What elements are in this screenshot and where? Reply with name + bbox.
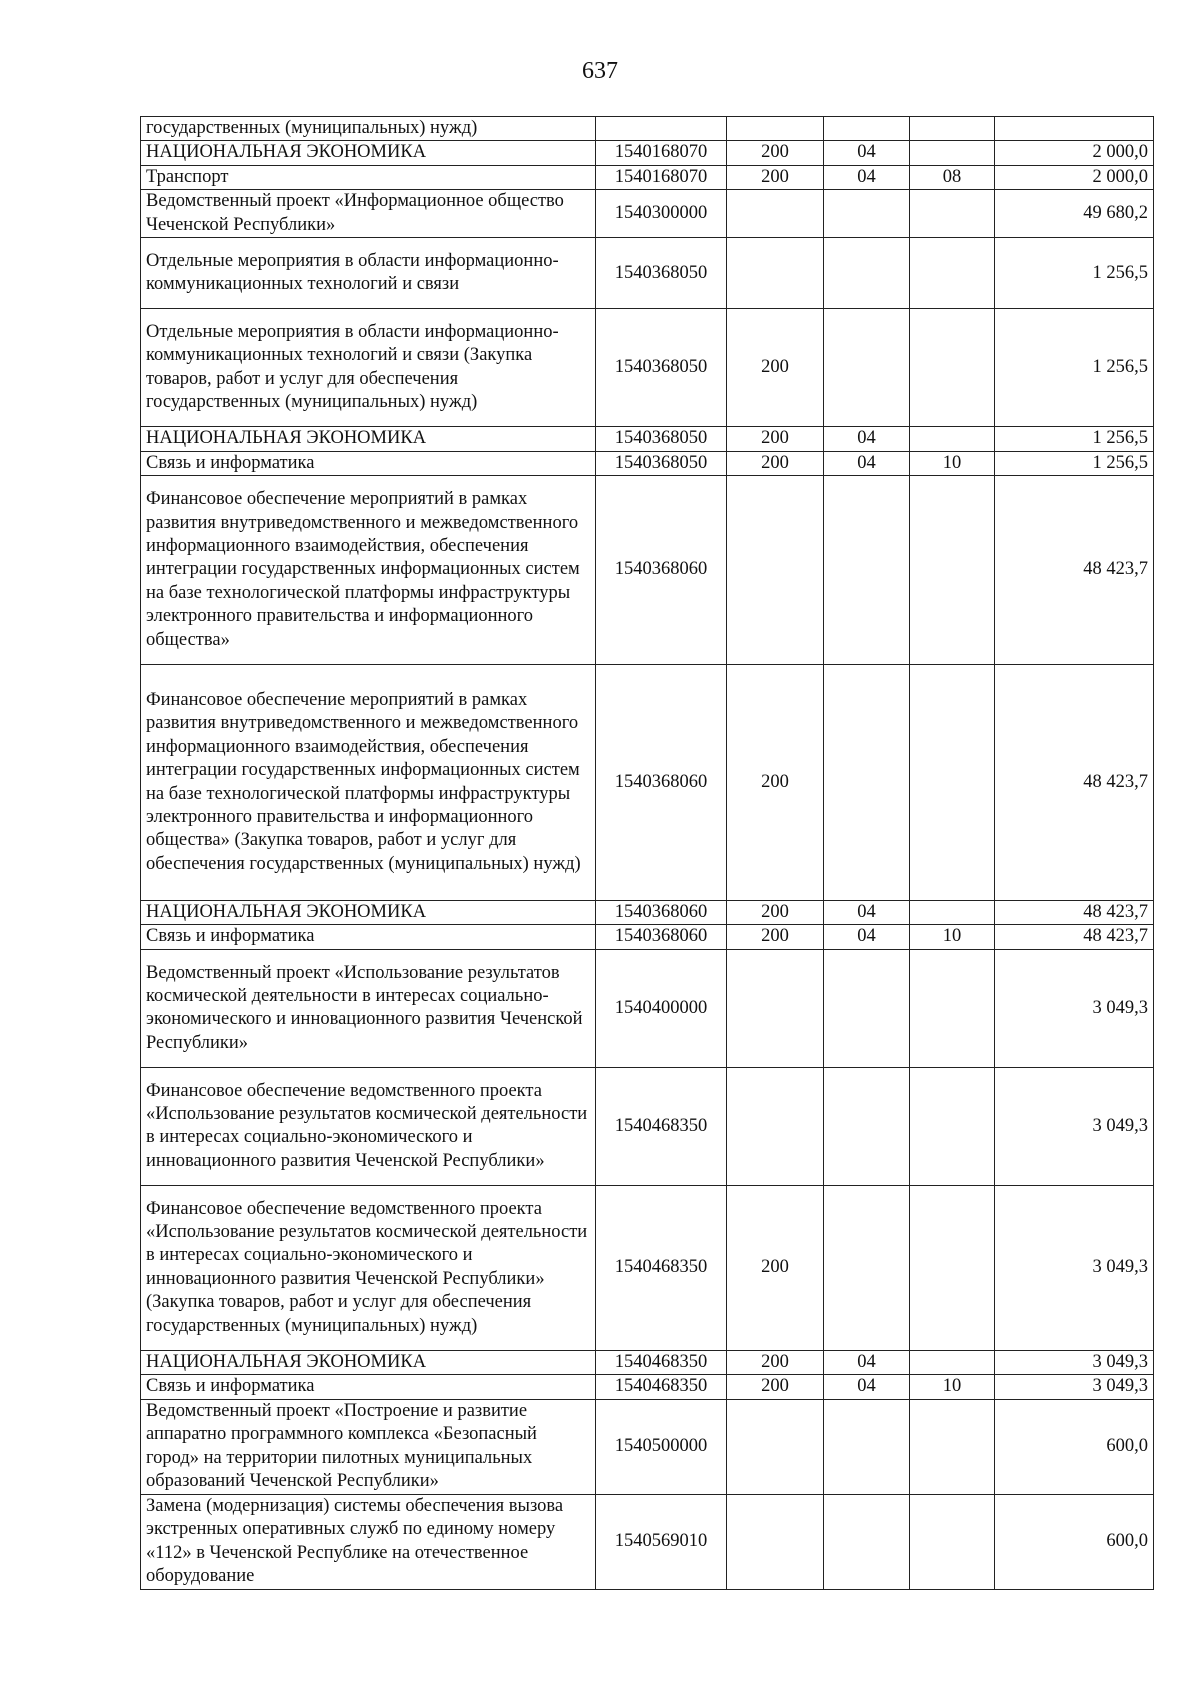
cell-name: НАЦИОНАЛЬНАЯ ЭКОНОМИКА — [141, 141, 596, 165]
cell-subsection — [910, 665, 995, 901]
cell-section — [824, 476, 910, 665]
cell-sum: 1 256,5 — [995, 238, 1154, 309]
cell-subsection: 10 — [910, 451, 995, 475]
cell-expense-type — [727, 1399, 824, 1494]
cell-section: 04 — [824, 1375, 910, 1399]
cell-section — [824, 309, 910, 427]
cell-section — [824, 1067, 910, 1185]
cell-target-article: 1540468350 — [596, 1350, 727, 1374]
cell-target-article: 1540168070 — [596, 165, 727, 189]
cell-expense-type: 200 — [727, 141, 824, 165]
cell-expense-type: 200 — [727, 1350, 824, 1374]
cell-name: Связь и информатика — [141, 451, 596, 475]
cell-sum: 3 049,3 — [995, 1185, 1154, 1350]
cell-target-article: 1540368060 — [596, 476, 727, 665]
cell-name: государственных (муниципальных) нужд) — [141, 117, 596, 141]
cell-section: 04 — [824, 427, 910, 451]
cell-subsection — [910, 1067, 995, 1185]
cell-sum: 2 000,0 — [995, 141, 1154, 165]
cell-sum: 2 000,0 — [995, 165, 1154, 189]
cell-target-article: 1540368060 — [596, 665, 727, 901]
cell-sum: 48 423,7 — [995, 925, 1154, 949]
cell-sum: 49 680,2 — [995, 190, 1154, 238]
cell-subsection: 10 — [910, 925, 995, 949]
cell-section — [824, 949, 910, 1067]
cell-sum: 3 049,3 — [995, 949, 1154, 1067]
cell-subsection — [910, 238, 995, 309]
cell-section — [824, 1185, 910, 1350]
cell-name: Транспорт — [141, 165, 596, 189]
cell-subsection — [910, 1399, 995, 1494]
table-row — [141, 141, 1154, 165]
cell-target-article: 1540368060 — [596, 901, 727, 925]
cell-expense-type: 200 — [727, 1185, 824, 1350]
cell-expense-type: 200 — [727, 427, 824, 451]
cell-section — [824, 117, 910, 141]
cell-subsection — [910, 949, 995, 1067]
cell-expense-type — [727, 1067, 824, 1185]
cell-subsection — [910, 476, 995, 665]
cell-section — [824, 1494, 910, 1589]
budget-table — [140, 116, 1154, 1590]
page-number: 637 — [582, 58, 618, 84]
cell-name: НАЦИОНАЛЬНАЯ ЭКОНОМИКА — [141, 427, 596, 451]
cell-expense-type: 200 — [727, 901, 824, 925]
cell-expense-type: 200 — [727, 925, 824, 949]
cell-name: Связь и информатика — [141, 925, 596, 949]
table-row — [141, 190, 1154, 238]
cell-subsection — [910, 190, 995, 238]
cell-sum: 48 423,7 — [995, 476, 1154, 665]
cell-subsection — [910, 141, 995, 165]
cell-sum: 48 423,7 — [995, 665, 1154, 901]
cell-name: Связь и информатика — [141, 1375, 596, 1399]
cell-target-article: 1540368050 — [596, 309, 727, 427]
cell-name: Ведомственный проект «Информационное общество Чеченской Республики» — [141, 190, 596, 238]
cell-name: НАЦИОНАЛЬНАЯ ЭКОНОМИКА — [141, 901, 596, 925]
cell-subsection — [910, 117, 995, 141]
cell-expense-type — [727, 190, 824, 238]
cell-expense-type — [727, 238, 824, 309]
cell-expense-type — [727, 117, 824, 141]
table-row — [141, 665, 1154, 901]
cell-expense-type: 200 — [727, 665, 824, 901]
table-row — [141, 427, 1154, 451]
table-row — [141, 1494, 1154, 1589]
cell-name: Финансовое обеспечение ведомственного проекта «Использование результатов космической деятельности в интересах социально-экономического и инновационного развития Чеченской Республики» (Закупка товаров, работ и услуг для обеспечения государственных (муниципальных) нужд) — [141, 1185, 596, 1350]
cell-target-article: 1540468350 — [596, 1185, 727, 1350]
cell-sum: 1 256,5 — [995, 451, 1154, 475]
cell-target-article: 1540368050 — [596, 238, 727, 309]
cell-sum: 600,0 — [995, 1399, 1154, 1494]
cell-section: 04 — [824, 141, 910, 165]
cell-subsection — [910, 309, 995, 427]
table-row — [141, 476, 1154, 665]
cell-expense-type — [727, 1494, 824, 1589]
cell-subsection: 08 — [910, 165, 995, 189]
table-row — [141, 1350, 1154, 1374]
cell-name: Ведомственный проект «Использование результатов космической деятельности в интересах социально-экономического и инновационного развития Чеченской Республики» — [141, 949, 596, 1067]
cell-sum: 1 256,5 — [995, 309, 1154, 427]
table-row — [141, 1399, 1154, 1494]
cell-section: 04 — [824, 925, 910, 949]
cell-name: Финансовое обеспечение мероприятий в рамках развития внутриведомственного и межведомственного информационного взаимодействия, обеспечения интеграции государственных информационных систем на базе технологической платформы инфраструктуры электронного правительства и информационного общества» — [141, 476, 596, 665]
cell-section: 04 — [824, 451, 910, 475]
cell-target-article: 1540569010 — [596, 1494, 727, 1589]
cell-section: 04 — [824, 1350, 910, 1374]
cell-name: Финансовое обеспечение ведомственного проекта «Использование результатов космической деятельности в интересах социально-экономического и инновационного развития Чеченской Республики» — [141, 1067, 596, 1185]
cell-name: НАЦИОНАЛЬНАЯ ЭКОНОМИКА — [141, 1350, 596, 1374]
table-row — [141, 949, 1154, 1067]
cell-section — [824, 190, 910, 238]
cell-expense-type: 200 — [727, 165, 824, 189]
table-row — [141, 238, 1154, 309]
cell-sum: 3 049,3 — [995, 1350, 1154, 1374]
table-row — [141, 1375, 1154, 1399]
cell-name: Отдельные мероприятия в области информационно-коммуникационных технологий и связи (Закупка товаров, работ и услуг для обеспечения государственных (муниципальных) нужд) — [141, 309, 596, 427]
cell-section: 04 — [824, 165, 910, 189]
cell-expense-type: 200 — [727, 1375, 824, 1399]
cell-subsection — [910, 1350, 995, 1374]
cell-expense-type — [727, 949, 824, 1067]
cell-sum: 3 049,3 — [995, 1067, 1154, 1185]
cell-subsection — [910, 1494, 995, 1589]
cell-target-article: 1540468350 — [596, 1375, 727, 1399]
cell-target-article: 1540368050 — [596, 427, 727, 451]
table-row — [141, 901, 1154, 925]
table-row — [141, 165, 1154, 189]
cell-expense-type: 200 — [727, 451, 824, 475]
cell-target-article: 1540300000 — [596, 190, 727, 238]
cell-expense-type: 200 — [727, 309, 824, 427]
cell-target-article: 1540368060 — [596, 925, 727, 949]
cell-target-article — [596, 117, 727, 141]
cell-subsection — [910, 901, 995, 925]
cell-section — [824, 1399, 910, 1494]
table-row — [141, 117, 1154, 141]
cell-expense-type — [727, 476, 824, 665]
cell-target-article: 1540368050 — [596, 451, 727, 475]
cell-section — [824, 238, 910, 309]
cell-sum — [995, 117, 1154, 141]
cell-sum: 600,0 — [995, 1494, 1154, 1589]
cell-subsection: 10 — [910, 1375, 995, 1399]
cell-target-article: 1540468350 — [596, 1067, 727, 1185]
cell-name: Ведомственный проект «Построение и развитие аппаратно программного комплекса «Безопасный город» на территории пилотных муниципальных образований Чеченской Республики» — [141, 1399, 596, 1494]
cell-name: Замена (модернизация) системы обеспечения вызова экстренных оперативных служб по единому номеру «112» в Чеченской Республике на отечественное оборудование — [141, 1494, 596, 1589]
table-row — [141, 451, 1154, 475]
table-row — [141, 925, 1154, 949]
cell-name: Отдельные мероприятия в области информационно-коммуникационных технологий и связи — [141, 238, 596, 309]
cell-sum: 3 049,3 — [995, 1375, 1154, 1399]
cell-target-article: 1540400000 — [596, 949, 727, 1067]
table-row — [141, 1185, 1154, 1350]
cell-sum: 1 256,5 — [995, 427, 1154, 451]
cell-name: Финансовое обеспечение мероприятий в рамках развития внутриведомственного и межведомственного информационного взаимодействия, обеспечения интеграции государственных информационных систем на базе технологической платформы инфраструктуры электронного правительства и информационного общества» (Закупка товаров, работ и услуг для обеспечения государственных (муниципальных) нужд) — [141, 665, 596, 901]
cell-subsection — [910, 427, 995, 451]
cell-target-article: 1540168070 — [596, 141, 727, 165]
table-row — [141, 1067, 1154, 1185]
cell-section: 04 — [824, 901, 910, 925]
cell-section — [824, 665, 910, 901]
cell-target-article: 1540500000 — [596, 1399, 727, 1494]
budget-table-body — [141, 117, 1154, 1590]
cell-subsection — [910, 1185, 995, 1350]
cell-sum: 48 423,7 — [995, 901, 1154, 925]
table-row — [141, 309, 1154, 427]
